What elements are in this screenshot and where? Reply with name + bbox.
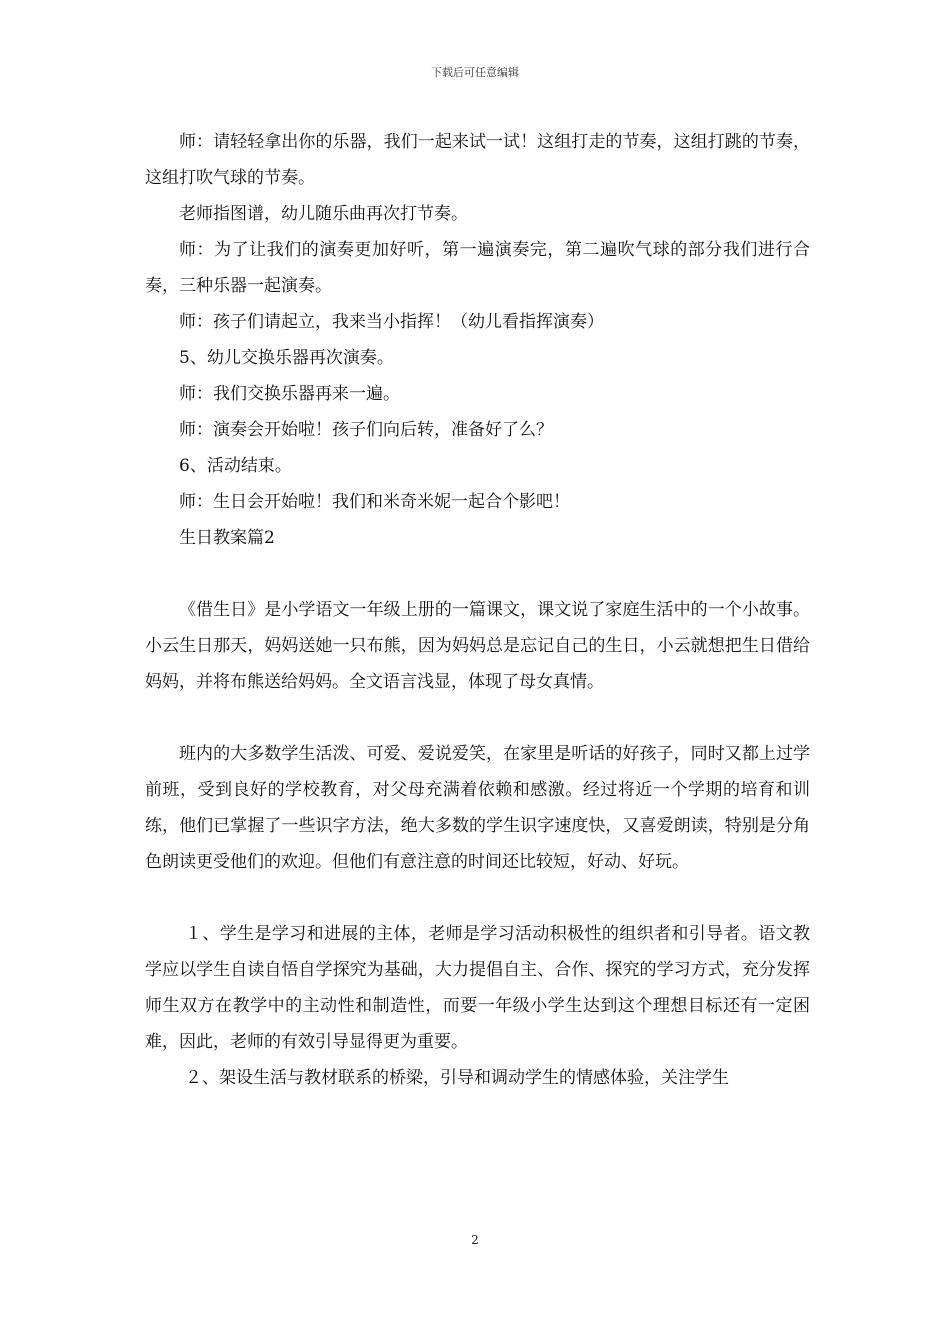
spacer	[145, 556, 810, 592]
paragraph: 师：生日会开始啦！我们和米奇米妮一起合个影吧！	[179, 492, 570, 512]
page-header: 下载后可任意编辑	[431, 66, 519, 79]
paragraph: 师：我们交换乐器再来一遍。	[179, 384, 400, 404]
paragraph: 师：请轻轻拿出你的乐器，我们一起来试一试！这组打走的节奏，这组打跳的节奏，这组打吹气球的节奏。	[145, 132, 810, 188]
paragraph: 师：孩子们请起立，我来当小指挥！（幼儿看指挥演奏）	[179, 312, 604, 332]
spacer	[145, 700, 810, 736]
paragraph: 师：演奏会开始啦！孩子们向后转，准备好了么？	[179, 420, 553, 440]
paragraph: 6、活动结束。	[179, 456, 292, 476]
spacer	[145, 880, 810, 916]
document-body	[145, 124, 810, 1096]
page-number: 2	[471, 1233, 479, 1247]
paragraph: 班内的大多数学生活泼、可爱、爱说爱笑，在家里是听话的好孩子，同时又都上过学前班，受到良好的学校教育，对父母充满着依赖和感激。经过将近一个学期的培育和训练，他们已掌握了一些识字方法，绝大多数的学生识字速度快，又喜爱朗读，特别是分角色朗读更受他们的欢迎。但他们有意注意的时间还比较短，好动、好玩。	[145, 744, 810, 872]
paragraph: 5、幼儿交换乐器再次演奏。	[179, 348, 394, 368]
paragraph: 师：为了让我们的演奏更加好听，第一遍演奏完，第二遍吹气球的部分我们进行合奏，三种乐器一起演奏。	[145, 240, 810, 296]
paragraph: １、学生是学习和进展的主体，老师是学习活动积极性的组织者和引导者。语文教学应以学生自读自悟自学探究为基础，大力提倡自主、合作、探究的学习方式，充分发挥师生双方在教学中的主动性和制造性，而要一年级小学生达到这个理想目标还有一定困难，因此，老师的有效引导显得更为重要。	[145, 924, 810, 1052]
section-heading: 生日教案篇2	[179, 528, 275, 548]
paragraph: ２、架设生活与教材联系的桥梁，引导和调动学生的情感体验，关注学生	[185, 1068, 729, 1088]
paragraph: 《借生日》是小学语文一年级上册的一篇课文，课文说了家庭生活中的一个小故事。小云生日那天，妈妈送她一只布熊，因为妈妈总是忘记自己的生日，小云就想把生日借给妈妈，并将布熊送给妈妈。全文语言浅显，体现了母女真情。	[145, 600, 810, 692]
paragraph: 老师指图谱，幼儿随乐曲再次打节奏。	[179, 204, 468, 224]
